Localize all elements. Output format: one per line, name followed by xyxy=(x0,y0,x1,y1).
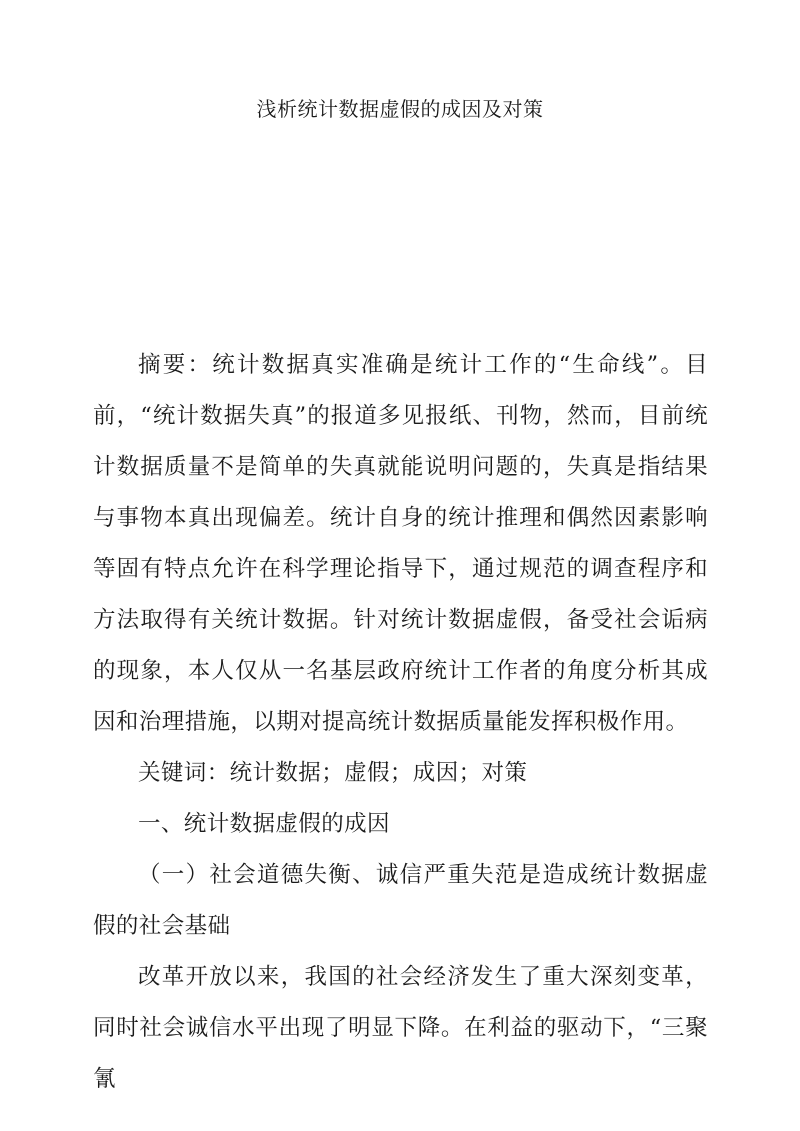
document-body xyxy=(93,340,708,1105)
keywords-paragraph: 关键词：统计数据；虚假；成因；对策 xyxy=(138,760,528,786)
body-paragraph: 改革开放以来，我国的社会经济发生了重大深刻变革，同时社会诚信水平出现了明显下降。在利益的驱动下，“三聚氰 xyxy=(93,964,708,1092)
abstract-paragraph: 摘要：统计数据真实准确是统计工作的“生命线”。目前，“统计数据失真”的报道多见报纸、刊物，然而，目前统计数据质量不是简单的失真就能说明问题的，失真是指结果与事物本真出现偏差。统计自身的统计推理和偶然因素影响等固有特点允许在科学理论指导下，通过规范的调查程序和方法取得有关统计数据。针对统计数据虚假，备受社会诟病的现象，本人仅从一名基层政府统计工作者的角度分析其成因和治理措施，以期对提高统计数据质量能发挥积极作用。 xyxy=(93,352,708,735)
document-title: 浅析统计数据虚假的成因及对策 xyxy=(256,97,544,121)
section-heading: 一、统计数据虚假的成因 xyxy=(138,811,390,837)
subsection-heading: （一）社会道德失衡、诚信严重失范是造成统计数据虚假的社会基础 xyxy=(93,862,708,939)
